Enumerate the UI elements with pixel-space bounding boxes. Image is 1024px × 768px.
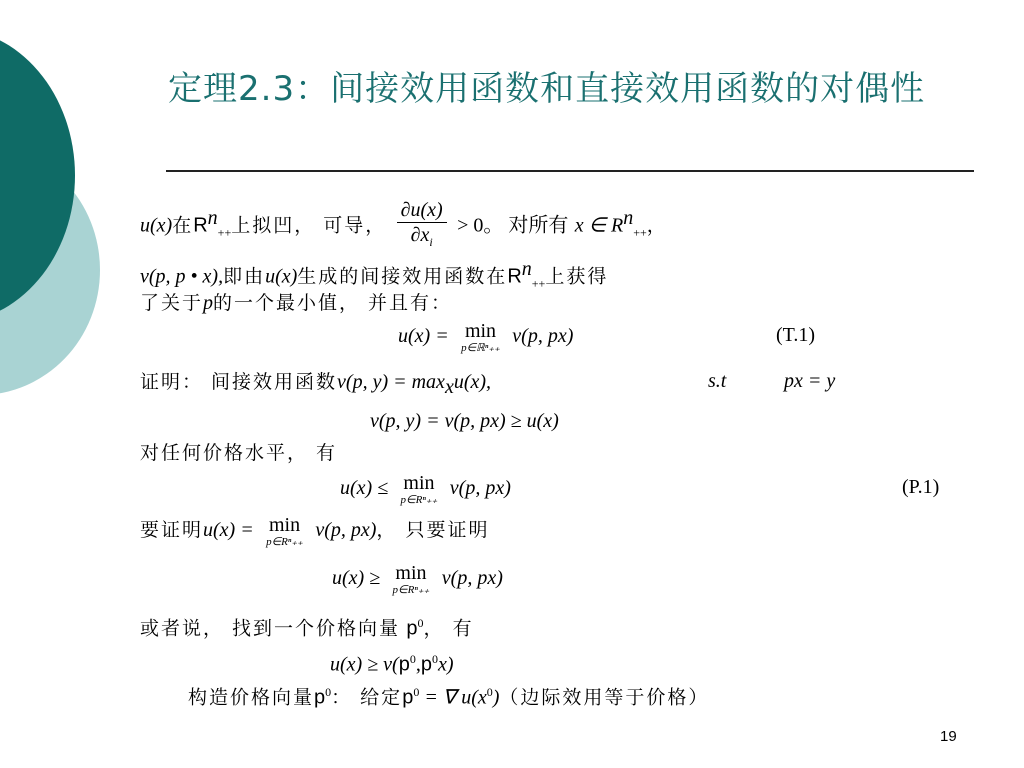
slide-title: 定理2.3：间接效用函数和直接效用函数的对偶性 bbox=[168, 69, 926, 109]
equation-t1: u(x) = min p∈ℝⁿ₊₊ v(p, px) bbox=[398, 320, 574, 354]
equation-p1: u(x) ≤ min p∈Rⁿ₊₊ v(p, px) bbox=[340, 472, 511, 506]
line-3: 了关于p的一个最小值， 并且有： bbox=[140, 292, 453, 314]
min-operator: min p∈Rⁿ₊₊ bbox=[392, 562, 430, 596]
min-operator: min p∈ℝⁿ₊₊ bbox=[461, 320, 500, 354]
page-number: 19 bbox=[940, 728, 957, 745]
line-1: u(x)在$R^n_{++}$上拟凹， 可导， $\frac{\partial u(x)}{\partial x_i}$ > 0。 对所有 x ∈ $R^n_{++}$， bbox=[140, 198, 668, 254]
line-12: $u(x) \ge v(p^0,p^0x)$ bbox=[330, 652, 454, 676]
line-10: u(x) ≥ min p∈Rⁿ₊₊ v(p, px) bbox=[332, 562, 503, 596]
line-2: v(p, p • x),即由u(x)生成的间接效用函数在$R^n_{++}$上获得 bbox=[140, 258, 609, 291]
equation-tag-p1: (P.1) bbox=[902, 476, 940, 498]
line-9: 要证明u(x) = min p∈Rⁿ₊₊ v(p, px)， 只要证明 bbox=[140, 514, 490, 548]
line-13: 构造价格向量$p^0$： 给定$p^0$ = ∇ $u(x^0)$（边际效用等于价格） bbox=[188, 685, 710, 709]
line-11: 或者说， 找到一个价格向量 $p^0$， 有 bbox=[140, 616, 474, 640]
constraint-label: s.t bbox=[708, 370, 727, 392]
partial-derivative-fraction: $\frac{\partial u(x)}{\partial x_i}$ bbox=[397, 198, 447, 254]
constraint-equation: px = y bbox=[784, 370, 836, 392]
line-7: 对任何价格水平， 有 bbox=[140, 442, 338, 464]
equation-tag-t1: (T.1) bbox=[776, 324, 816, 346]
min-operator: min p∈Rⁿ₊₊ bbox=[400, 472, 438, 506]
line-5: 证明： 间接效用函数v(p, $y) = \max_xu(x)$, bbox=[140, 371, 492, 398]
min-operator: min p∈Rⁿ₊₊ bbox=[266, 514, 303, 548]
line-6: v(p, y) = v(p, px) ≥ u(x) bbox=[370, 410, 559, 432]
